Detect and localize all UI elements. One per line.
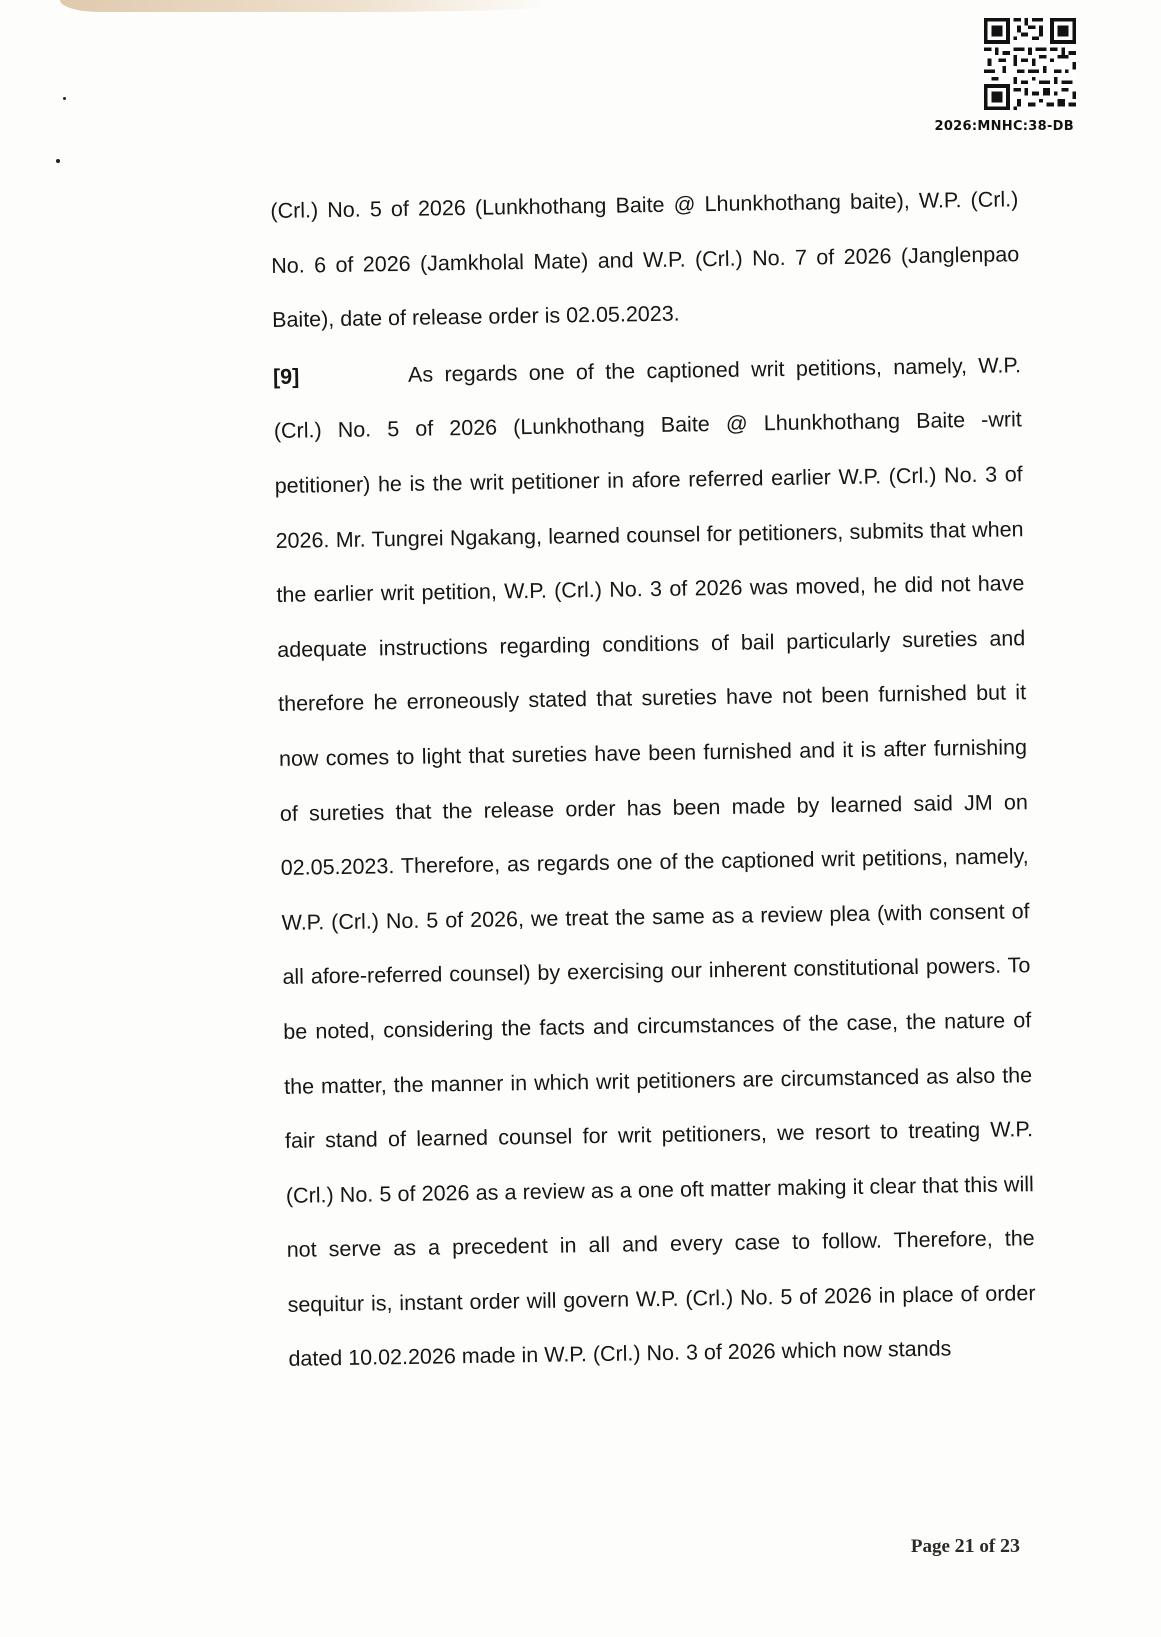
scan-speck — [63, 97, 66, 100]
scan-speck — [56, 159, 60, 163]
continuation-paragraph: (Crl.) No. 5 of 2026 (Lunkhothang Baite @ Lhunkhothang baite), W.P. (Crl.) No. 6 of 2026 (Jamkholal Mate) and W.P. (Crl.) No. 7 of 2026 (Janglenpao Baite), date of release order is 02.05.2023. — [270, 187, 1020, 333]
paragraph-9 — [273, 338, 1037, 1387]
document-body — [270, 172, 1037, 1387]
of-label: of — [979, 1536, 996, 1557]
qr-code-icon — [984, 18, 1076, 110]
paragraph-text: As regards one of the captioned writ petitions, namely, W.P. (Crl.) No. 5 of 2026 (Lunkhothang Baite @ Lhunkhothang Baite -writ petitioner) he is the writ petitioner in afore referred earlier W.P. (Crl.) No. 3 of 2026. Mr. Tungrei Ngakang, learned counsel for petitioners, submits that when the earlier writ petition, W.P. (Crl.) No. 3 of 2026 was moved, he did not have adequate instructions regarding conditions of bail particularly sureties and therefore he erroneously stated that sureties have not been furnished but it now comes to light that sureties have been furnished and it is after furnishing of sureties that the release order has been made by learned said JM on 02.05.2023. Therefore, as regards one of the captioned writ petitions, namely, W.P. (Crl.) No. 5 of 2026, we treat the same as a review plea (with consent of all afore-referred counsel) by exercising our inherent constitutional powers. To be noted, considering the facts and circumstances of the case, the nature of the matter, the manner in which writ petitioners are circumstanced as also the fair stand of learned counsel for writ petitioners, we resort to treating W.P. (Crl.) No. 5 of 2026 as a review as a one oft matter making it clear that this will not serve as a precedent in all and every case to follow. Therefore, the sequitur is, instant order will govern W.P. (Crl.) No. 5 of 2026 in place of order dated 10.02.2026 made in W.P. (Crl.) No. 3 of 2026 which now stands — [273, 353, 1036, 1372]
page-footer — [880, 1535, 1020, 1558]
page-label: Page — [910, 1536, 950, 1557]
paragraph-number: [9] — [272, 364, 300, 389]
neutral-citation: 2026:MNHC:38-DB — [934, 119, 1074, 134]
total-pages-number: 23 — [1000, 1535, 1020, 1557]
current-page-number: 21 — [954, 1535, 975, 1557]
scan-edge-shadow — [60, 0, 550, 12]
